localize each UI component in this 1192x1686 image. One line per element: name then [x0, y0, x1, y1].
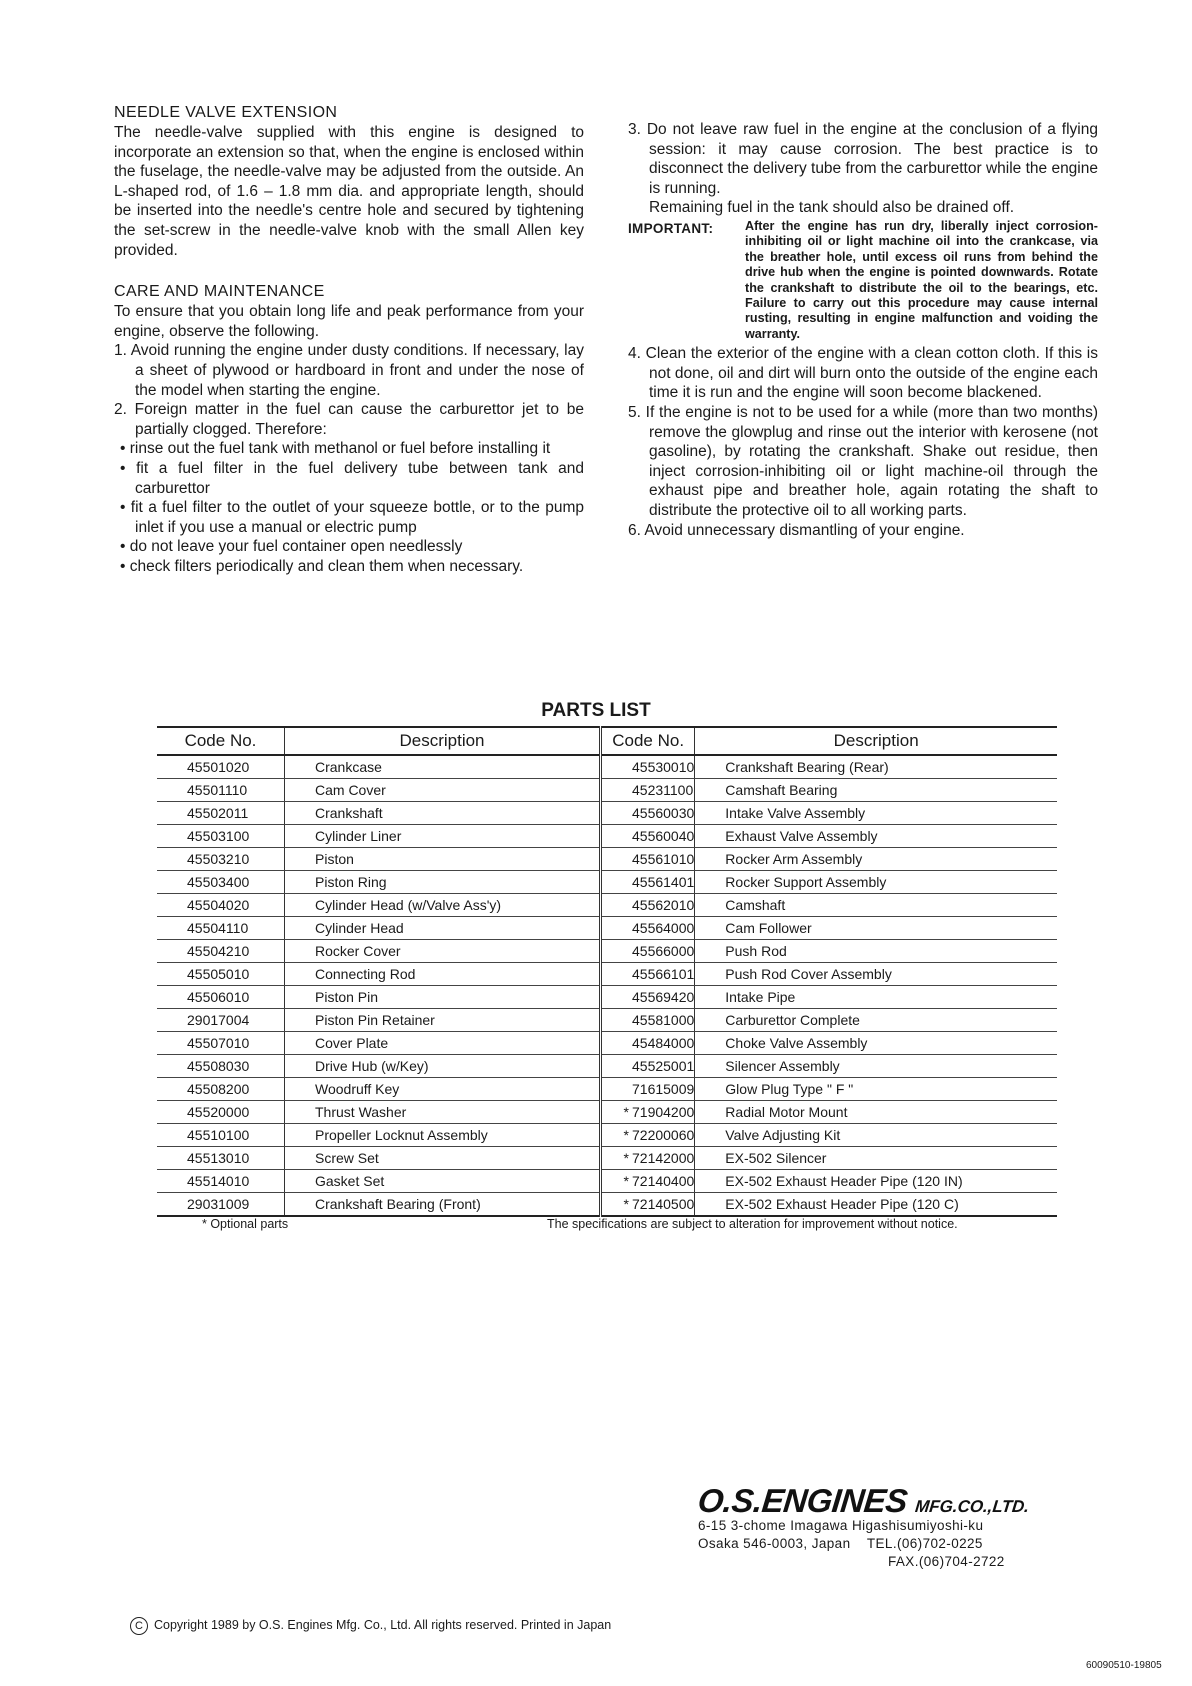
part-description: Radial Motor Mount — [695, 1101, 1057, 1124]
part-description: EX-502 Silencer — [695, 1147, 1057, 1170]
part-code — [601, 1147, 695, 1170]
parts-row — [157, 917, 1057, 940]
part-code-value: 45525001 — [632, 1058, 695, 1074]
part-code — [601, 894, 695, 917]
parts-row — [157, 894, 1057, 917]
part-description: Piston Ring — [285, 871, 601, 894]
part-code — [601, 1124, 695, 1147]
care-item-2: 2. Foreign matter in the fuel can cause the carburettor jet to be partially clogged. Therefore: — [114, 401, 584, 438]
optional-marker: * — [623, 1173, 629, 1189]
part-description: Intake Pipe — [695, 986, 1057, 1009]
part-code — [601, 1055, 695, 1078]
parts-row — [157, 1147, 1057, 1170]
part-description: EX-502 Exhaust Header Pipe (120 IN) — [695, 1170, 1057, 1193]
part-code — [601, 986, 695, 1009]
part-code — [601, 1193, 695, 1217]
part-description: Push Rod Cover Assembly — [695, 963, 1057, 986]
parts-row — [157, 963, 1057, 986]
part-code: 45505010 — [157, 963, 285, 986]
care-item-1: 1. Avoid running the engine under dusty conditions. If necessary, lay a sheet of plywood or hardboard in front and under the nose of the model when starting the engine. — [114, 342, 584, 399]
part-description: Drive Hub (w/Key) — [285, 1055, 601, 1078]
care-item-4: 4. Clean the exterior of the engine with a clean cotton cloth. If this is not done, oil and dirt will burn onto the outside of the engine each time it is run and the engine will soon become blackened. — [628, 345, 1098, 402]
parts-row — [157, 825, 1057, 848]
needle-valve-title: NEEDLE VALVE EXTENSION — [114, 104, 338, 121]
part-code — [601, 917, 695, 940]
part-description: EX-502 Exhaust Header Pipe (120 C) — [695, 1193, 1057, 1217]
part-code-value: 45561010 — [632, 851, 695, 867]
part-description: Glow Plug Type " F " — [695, 1078, 1057, 1101]
parts-row — [157, 1170, 1057, 1193]
part-description: Piston Pin Retainer — [285, 1009, 601, 1032]
part-description: Screw Set — [285, 1147, 601, 1170]
care-item-5: 5. If the engine is not to be used for a while (more than two months) remove the glowplug and rinse out the interior with kerosene (not gasoline), by rotating the crankshaft. Shake out residue, then inject corrosion-inhibiting oil or light machine-oil through the exhaust pipe and breather hole, again rotating the shaft to distribute the protective oil to all working parts. — [628, 404, 1098, 519]
part-code: 45501020 — [157, 755, 285, 779]
part-code: 45503210 — [157, 848, 285, 871]
part-description: Camshaft Bearing — [695, 779, 1057, 802]
part-code-value: 45560040 — [632, 828, 695, 844]
header-description: Description — [695, 727, 1057, 755]
part-code — [601, 1101, 695, 1124]
part-description: Camshaft — [695, 894, 1057, 917]
part-code-value: 45530010 — [632, 759, 695, 775]
part-code-value: 45561401 — [632, 874, 695, 890]
care-item-3-note: Remaining fuel in the tank should also be drained off. — [649, 199, 1015, 217]
care-bullet: • rinse out the fuel tank with methanol or fuel before installing it — [120, 440, 551, 458]
specification-note: The specifications are subject to alteration for improvement without notice. — [547, 1217, 958, 1231]
part-description: Woodruff Key — [285, 1078, 601, 1101]
care-bullet: • fit a fuel filter in the fuel delivery tube between tank and carburettor — [120, 459, 584, 497]
left-column — [114, 103, 584, 576]
important-label: IMPORTANT: — [628, 220, 714, 236]
part-code-value: 72142000 — [632, 1150, 695, 1166]
part-description: Rocker Arm Assembly — [695, 848, 1057, 871]
parts-table-body — [157, 755, 1057, 1216]
logo-main: O.S.ENGINES — [696, 1482, 910, 1519]
logo-sub: MFG.CO.,LTD. — [914, 1497, 1031, 1516]
part-description: Cylinder Head (w/Valve Ass'y) — [285, 894, 601, 917]
part-description: Thrust Washer — [285, 1101, 601, 1124]
parts-row — [157, 871, 1057, 894]
parts-row — [157, 802, 1057, 825]
care-bullet: • fit a fuel filter to the outlet of your squeeze bottle, or to the pump inlet if you use a manual or electric pump — [120, 499, 584, 536]
parts-row — [157, 755, 1057, 779]
parts-list-title: PARTS LIST — [541, 700, 651, 721]
part-code: 45507010 — [157, 1032, 285, 1055]
part-code: 29017004 — [157, 1009, 285, 1032]
part-description: Cam Follower — [695, 917, 1057, 940]
part-code-value: 45562010 — [632, 897, 695, 913]
part-code-value: 45231100 — [632, 782, 694, 798]
care-bullet: • check filters periodically and clean them when necessary. — [120, 557, 524, 575]
parts-table — [157, 726, 1057, 1217]
part-code: 45504110 — [157, 917, 285, 940]
address-line-3: FAX.(06)704-2722 — [888, 1554, 1005, 1569]
part-description: Rocker Cover — [285, 940, 601, 963]
part-description: Crankshaft Bearing (Front) — [285, 1193, 601, 1217]
copyright-text: Copyright 1989 by O.S. Engines Mfg. Co., Ltd. All rights reserved. Printed in Japan — [154, 1618, 612, 1632]
part-code — [601, 940, 695, 963]
part-code-value: 45564000 — [632, 920, 695, 936]
part-code — [601, 1032, 695, 1055]
part-code-value: 45560030 — [632, 805, 695, 821]
part-description: Rocker Support Assembly — [695, 871, 1057, 894]
parts-row — [157, 1055, 1057, 1078]
part-code-value: 72140400 — [632, 1173, 695, 1189]
part-description: Intake Valve Assembly — [695, 802, 1057, 825]
part-description: Crankshaft Bearing (Rear) — [695, 755, 1057, 779]
parts-row — [157, 1009, 1057, 1032]
part-code-value: 72200060 — [632, 1127, 695, 1143]
part-code: 45501110 — [157, 779, 285, 802]
care-title: CARE AND MAINTENANCE — [114, 283, 325, 301]
optional-marker: * — [623, 1127, 629, 1143]
part-description: Crankshaft — [285, 802, 601, 825]
parts-row — [157, 779, 1057, 802]
part-code: 45504210 — [157, 940, 285, 963]
care-item-3: 3. Do not leave raw fuel in the engine at the conclusion of a flying session: it may cause corrosion. The best practice is to disconnect the delivery tube from the carburettor while the engine is running. — [628, 121, 1098, 197]
parts-header-row — [157, 727, 1057, 755]
copyright-line — [130, 1617, 611, 1635]
part-code: 45520000 — [157, 1101, 285, 1124]
important-text: After the engine has run dry, liberally inject corrosion-inhibiting oil or light machine oil into the crankcase, via the breather hole, until excess oil runs from behind the drive hub when the engine is pointed downwards. Rotate the crankshaft to distribute the oil to the bearings, etc. Failure to carry out this procedure may cause internal rusting, resulting in engine malfunction and voiding the warranty. — [745, 218, 1098, 341]
part-description: Cylinder Liner — [285, 825, 601, 848]
part-code: 45506010 — [157, 986, 285, 1009]
part-description: Cover Plate — [285, 1032, 601, 1055]
copyright-symbol: C — [130, 1617, 148, 1635]
part-code: 45508200 — [157, 1078, 285, 1101]
part-description: Cylinder Head — [285, 917, 601, 940]
part-code — [601, 848, 695, 871]
part-code-value: 45484000 — [632, 1035, 695, 1051]
company-logo — [696, 1482, 1032, 1520]
part-code-value: 71615009 — [632, 1081, 695, 1097]
part-code — [601, 1078, 695, 1101]
part-description: Piston Pin — [285, 986, 601, 1009]
part-code: 45513010 — [157, 1147, 285, 1170]
part-code-value: 72140500 — [632, 1196, 695, 1212]
part-code: 45510100 — [157, 1124, 285, 1147]
part-code: 45503400 — [157, 871, 285, 894]
part-code — [601, 755, 695, 779]
part-code-value: 45581000 — [632, 1012, 695, 1028]
part-description: Exhaust Valve Assembly — [695, 825, 1057, 848]
part-code: 45502011 — [157, 802, 285, 825]
part-description: Push Rod — [695, 940, 1057, 963]
parts-row — [157, 986, 1057, 1009]
parts-row — [157, 848, 1057, 871]
document-code: 60090510-19805 — [1086, 1660, 1162, 1671]
optional-marker: * — [623, 1196, 629, 1212]
optional-marker: * — [623, 1150, 629, 1166]
right-column — [628, 120, 1098, 540]
care-intro: To ensure that you obtain long life and peak performance from your engine, observe the following. — [114, 303, 584, 340]
part-code — [601, 1009, 695, 1032]
part-code — [601, 802, 695, 825]
header-code-no: Code No. — [601, 727, 695, 755]
part-description: Propeller Locknut Assembly — [285, 1124, 601, 1147]
parts-row — [157, 1101, 1057, 1124]
part-description: Silencer Assembly — [695, 1055, 1057, 1078]
optional-marker: * — [623, 1104, 629, 1120]
address-line-1: 6-15 3-chome Imagawa Higashisumiyoshi-ku — [698, 1518, 984, 1533]
care-bullet: • do not leave your fuel container open needlessly — [120, 538, 463, 556]
part-code — [601, 1170, 695, 1193]
parts-row — [157, 1078, 1057, 1101]
part-code: 45508030 — [157, 1055, 285, 1078]
part-description: Carburettor Complete — [695, 1009, 1057, 1032]
part-code: 45514010 — [157, 1170, 285, 1193]
part-code: 29031009 — [157, 1193, 285, 1217]
header-code-no: Code No. — [157, 727, 285, 755]
part-code-value: 71904200 — [632, 1104, 695, 1120]
part-code: 45503100 — [157, 825, 285, 848]
important-note — [628, 219, 1098, 342]
part-description: Choke Valve Assembly — [695, 1032, 1057, 1055]
parts-row — [157, 1193, 1057, 1217]
part-code — [601, 871, 695, 894]
needle-valve-body: The needle-valve supplied with this engine is designed to incorporate an extension so that, when the engine is enclosed within the fuselage, the needle-valve may be adjusted from the outside. An L-shaped rod, of 1.6 – 1.8 mm dia. and appropriate length, should be inserted into the needle's centre hole and secured by tightening the set-screw in the needle-valve knob with the small Allen key provided. — [114, 124, 584, 259]
parts-row — [157, 1032, 1057, 1055]
care-item-6: 6. Avoid unnecessary dismantling of your engine. — [628, 521, 965, 539]
parts-row — [157, 940, 1057, 963]
part-code: 45504020 — [157, 894, 285, 917]
part-code — [601, 779, 695, 802]
part-description: Cam Cover — [285, 779, 601, 802]
part-description: Crankcase — [285, 755, 601, 779]
header-description: Description — [285, 727, 601, 755]
optional-parts-note: * Optional parts — [202, 1217, 289, 1231]
part-code-value: 45569420 — [632, 989, 695, 1005]
part-description: Piston — [285, 848, 601, 871]
address-line-2: Osaka 546-0003, Japan TEL.(06)702-0225 — [698, 1536, 983, 1551]
parts-row — [157, 1124, 1057, 1147]
part-code — [601, 825, 695, 848]
part-description: Gasket Set — [285, 1170, 601, 1193]
part-code-value: 45566000 — [632, 943, 695, 959]
part-description: Connecting Rod — [285, 963, 601, 986]
part-description: Valve Adjusting Kit — [695, 1124, 1057, 1147]
part-code-value: 45566101 — [632, 966, 695, 982]
part-code — [601, 963, 695, 986]
